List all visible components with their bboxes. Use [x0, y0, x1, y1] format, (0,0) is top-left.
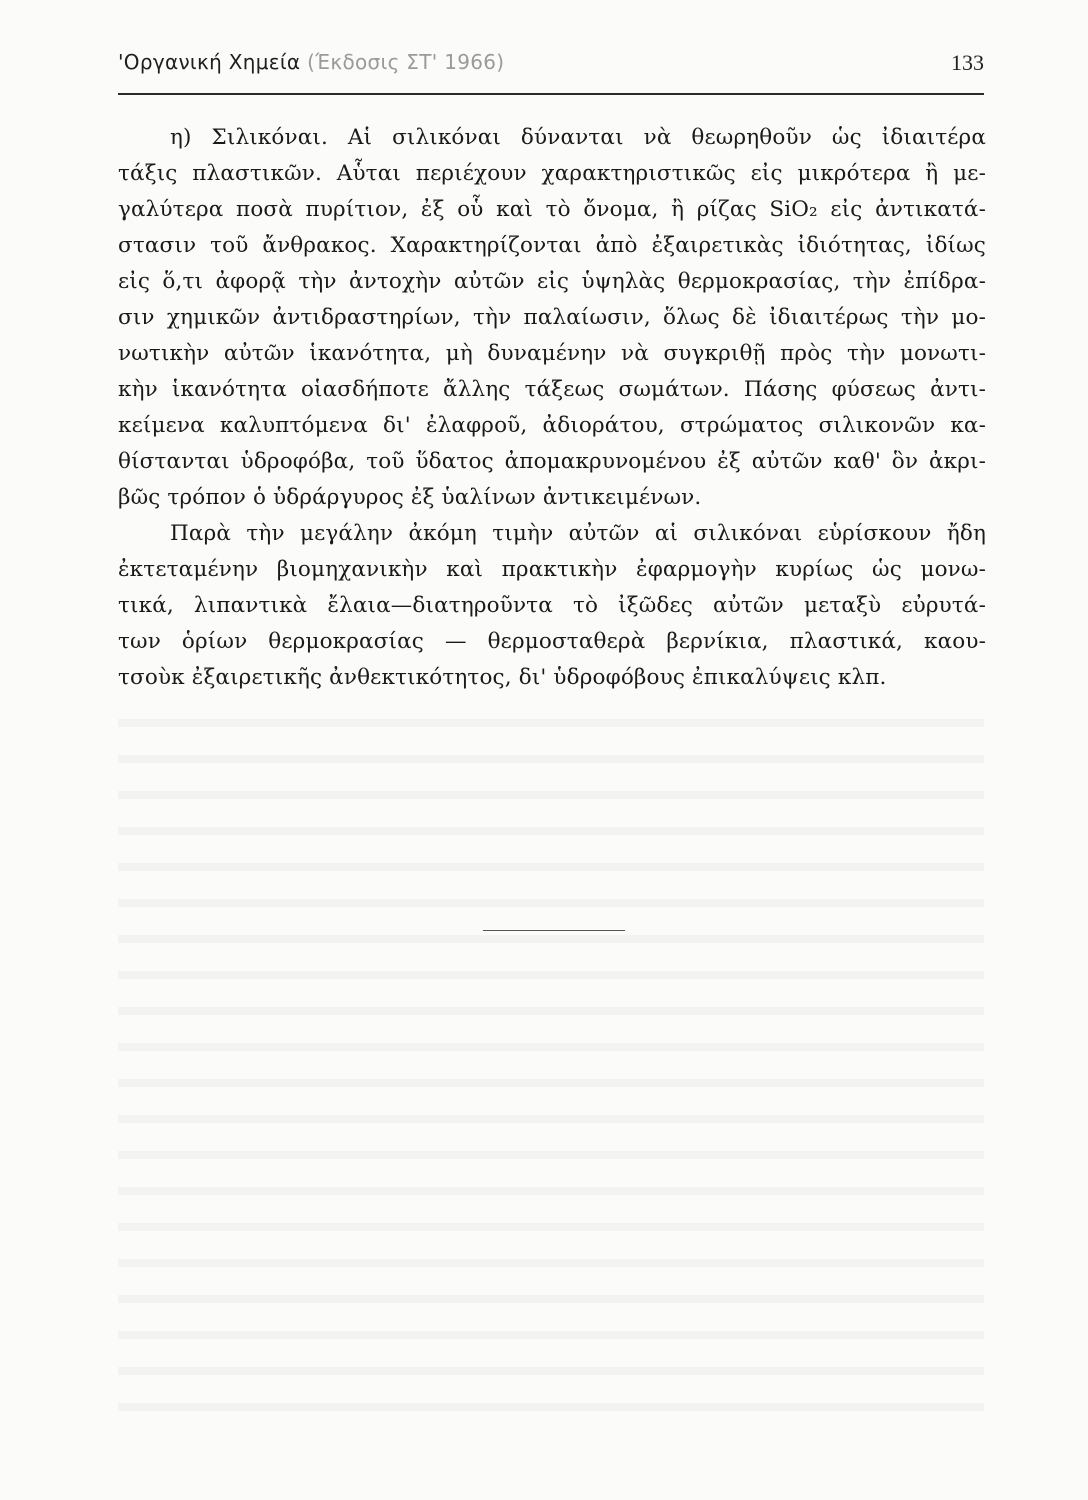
book-title: 'Οργανική Χημεία: [118, 50, 301, 74]
running-header: [118, 50, 984, 90]
text-line: θίστανται ὑδροφόβα, τοῦ ὕδατος ἀπομακρυνομένου ἐξ αὐτῶν καθ' ὃν ἀκρι-: [118, 449, 986, 474]
bleed-through-text: [118, 705, 984, 1425]
text-line: η) Σιλικόναι. Αἱ σιλικόναι δύνανται νὰ θεωρηθοῦν ὡς ἰδιαιτέρα: [170, 125, 986, 150]
body-text: [118, 120, 986, 696]
text-line: στασιν τοῦ ἄνθρακος. Χαρακτηρίζονται ἀπὸ ἐξαιρετικὰς ἰδιότητας, ἰδίως: [118, 233, 986, 258]
section-separator: [483, 930, 625, 931]
header-rule: [118, 93, 984, 95]
page-number: 133: [951, 50, 984, 75]
text-line: τάξις πλαστικῶν. Αὗται περιέχουν χαρακτηριστικῶς εἰς μικρότερα ἢ με-: [118, 161, 986, 186]
text-line: νωτικὴν αὐτῶν ἱκανότητα, μὴ δυναμένην νὰ συγκριθῇ πρὸς τὴν μονωτι-: [118, 341, 986, 366]
text-line: ἐκτεταμένην βιομηχανικὴν καὶ πρακτικὴν ἐφαρμογὴν κυρίως ὡς μονω-: [118, 557, 986, 582]
text-line: σιν χημικῶν ἀντιδραστηρίων, τὴν παλαίωσιν, ὅλως δὲ ἰδιαιτέρως τὴν μο-: [118, 305, 986, 330]
text-line: κείμενα καλυπτόμενα δι' ἐλαφροῦ, ἀδιοράτου, στρώματος σιλικονῶν κα-: [118, 413, 986, 438]
text-line: βῶς τρόπον ὁ ὑδράργυρος ἐξ ὑαλίνων ἀντικειμένων.: [118, 485, 702, 510]
text-line: γαλύτερα ποσὰ πυρίτιον, ἐξ οὗ καὶ τὸ ὄνομα, ἢ ρίζας SiO₂ εἰς ἀντικατά-: [118, 197, 986, 222]
text-line: Παρὰ τὴν μεγάλην ἀκόμη τιμὴν αὐτῶν αἱ σιλικόναι εὑρίσκουν ἤδη: [170, 521, 986, 546]
text-line: κὴν ἱκανότητα οἱασδήποτε ἄλλης τάξεως σωμάτων. Πάσης φύσεως ἀντι-: [118, 377, 986, 402]
edition-note: (Έκδοσις ΣΤ' 1966): [307, 50, 505, 74]
text-line: των ὁρίων θερμοκρασίας — θερμοσταθερὰ βερνίκια, πλαστικά, καου-: [118, 629, 986, 654]
text-line: εἰς ὅ,τι ἀφορᾷ τὴν ἀντοχὴν αὐτῶν εἰς ὑψηλὰς θερμοκρασίας, τὴν ἐπίδρα-: [118, 269, 986, 294]
header-title-group: [118, 50, 504, 74]
text-line: τικά, λιπαντικὰ ἔλαια—διατηροῦντα τὸ ἰξῶδες αὐτῶν μεταξὺ εὐρυτά-: [118, 593, 986, 618]
text-line: τσοὺκ ἐξαιρετικῆς ἀνθεκτικότητος, δι' ὑδροφόβους ἐπικαλύψεις κλπ.: [118, 665, 887, 690]
